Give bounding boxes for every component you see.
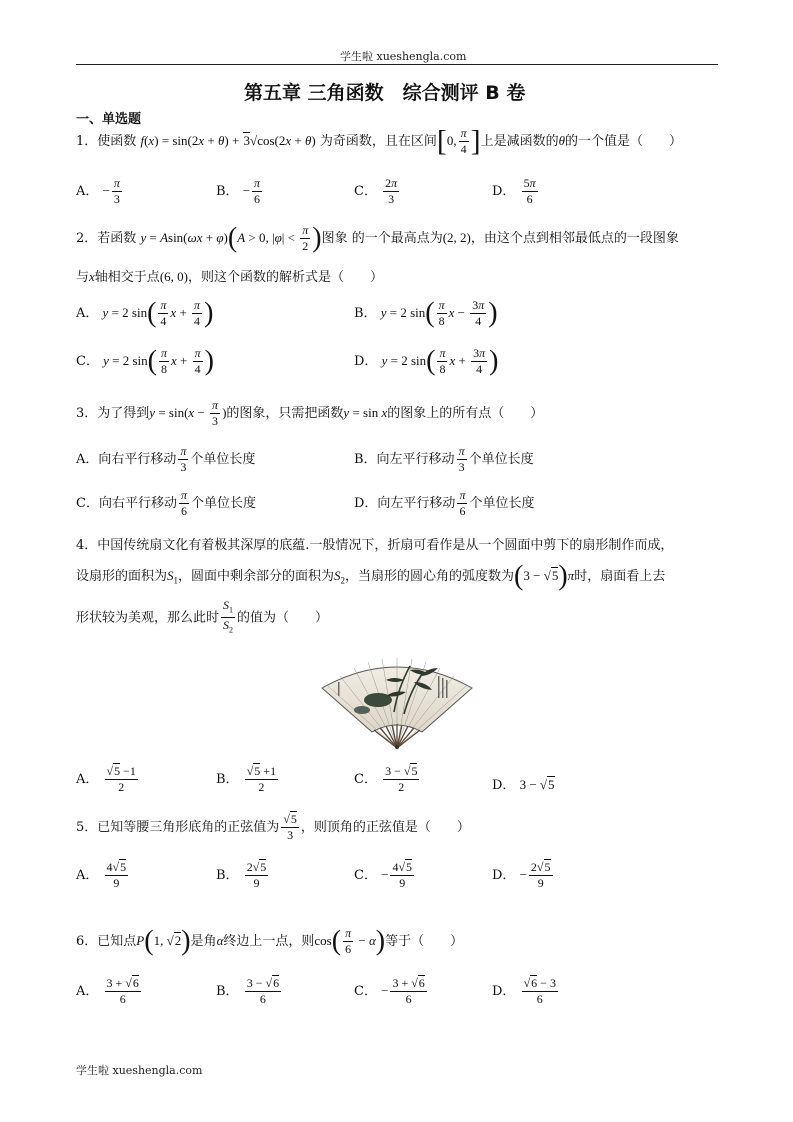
question-3-option-c[interactable]: C．向右平行移动 $\frac{\pi}{6}$ 个单位长度 [76, 488, 256, 518]
question-5-option-d[interactable]: D． − $\frac{2√5}{9}$ [492, 860, 551, 890]
page-title: 第五章 三角函数 综合测评 B 卷 [244, 82, 526, 104]
question-2-option-d[interactable]: D． y = 2 sin( $\frac{\pi}{8}$ x + $\frac{3\pi}{4}$ ) [354, 345, 499, 377]
section-heading: 一、单选题 [76, 112, 142, 127]
question-4-option-c[interactable]: C． $\frac{3 - √5}{2}$ [354, 764, 418, 794]
question-3-option-b[interactable]: B．向左平行移动 $\frac{\pi}{3}$ 个单位长度 [354, 444, 534, 474]
question-3-stem: 3．为了得到y = sin(x − $\frac{\pi}{3}$ )的图象，只需把函数y = sin x的图象上的所有点（ ） [76, 398, 544, 428]
question-6-option-d[interactable]: D． $\frac{√6 - 3}{6}$ [492, 976, 556, 1006]
question-2-stem-line1: 2．若函数 y = Asin(ωx + φ)(A > 0, |φ| < $\frac{\pi}{2}$ )图象 的一个最高点为(2, 2)，由这个点到相邻最低点的一段图象 [76, 222, 679, 254]
question-2-option-c[interactable]: C． y = 2 sin( $\frac{\pi}{8}$ x + $\frac{\pi}{4}$ ) [76, 345, 214, 377]
question-2-option-a[interactable]: A． y = 2 sin( $\frac{\pi}{4}$ x + $\frac{\pi}{4}$ ) [76, 297, 214, 329]
question-4-stem-line3: 形状较为美观，那么此时 $\frac{S_1}{S_2}$ 的值为（ ） [76, 598, 329, 635]
question-6-option-b[interactable]: B． $\frac{3 - √6}{6}$ [216, 976, 280, 1006]
question-1-option-c[interactable]: C． $\frac{2\pi}{3}$ [354, 176, 398, 206]
question-3-option-a[interactable]: A．向右平行移动 $\frac{\pi}{3}$ 个单位长度 [76, 444, 256, 474]
question-4-option-a[interactable]: A． $\frac{√5 -1}{2}$ [76, 764, 136, 794]
question-5-option-a[interactable]: A． $\frac{4√5}{9}$ [76, 860, 127, 890]
question-1-option-b[interactable]: B． − $\frac{\pi}{6}$ [216, 176, 261, 206]
question-4-option-d[interactable]: D． 3 − √5 [492, 777, 555, 793]
question-4-option-b[interactable]: B． $\frac{√5 +1}{2}$ [216, 764, 277, 794]
folding-fan-image [318, 652, 476, 750]
question-2-stem-line2: 与x轴相交于点(6, 0)，则这个函数的解析式是（ ） [76, 269, 383, 285]
footer-site: 学生啦 xueshengla.com [76, 1064, 203, 1077]
question-2-option-b[interactable]: B． y = 2 sin( $\frac{\pi}{8}$ x − $\frac{3\pi}{4}$ ) [354, 297, 498, 329]
question-5-option-c[interactable]: C． − $\frac{4√5}{9}$ [354, 860, 413, 890]
question-1-option-d[interactable]: D． $\frac{5\pi}{6}$ [492, 176, 536, 206]
question-1-option-a[interactable]: A． − $\frac{\pi}{3}$ [76, 176, 120, 206]
question-1-stem: 1．使函数 f(x) = sin(2x + θ) + 3√cos(2x + θ) 为奇函数，且在区间[0, $\frac{\pi}{4}$ ]上是减函数的θ的一个值是（ ） [76, 124, 683, 158]
question-6-stem: 6．已知点P(1, √2)是角α终边上一点，则cos( $\frac{\pi}{6}$ − α)等于（ ） [76, 925, 464, 957]
question-5-option-b[interactable]: B． $\frac{2√5}{9}$ [216, 860, 267, 890]
question-5-stem: 5．已知等腰三角形底角的正弦值为 $\frac{√5}{3}$ ，则顶角的正弦值是（ ） [76, 812, 470, 842]
question-6-option-a[interactable]: A． $\frac{3 + √6}{6}$ [76, 976, 139, 1006]
question-6-option-c[interactable]: C． − $\frac{3 + √6}{6}$ [354, 976, 425, 1006]
question-4-stem-line2: 设扇形的面积为$S_1$，圆面中剩余部分的面积为$S_2$，当扇形的圆心角的弧度数为(3 − √5)π时，扇面看上去 [76, 560, 666, 592]
question-3-option-d[interactable]: D．向左平行移动 $\frac{\pi}{6}$ 个单位长度 [354, 488, 535, 518]
header-site: 学生啦 xueshengla.com [340, 50, 467, 63]
header-rule [76, 64, 718, 65]
question-4-stem-line1: 4．中国传统扇文化有着极其深厚的底蕴.一般情况下，折扇可看作是从一个圆面中剪下的扇形制作而成， [76, 538, 674, 553]
